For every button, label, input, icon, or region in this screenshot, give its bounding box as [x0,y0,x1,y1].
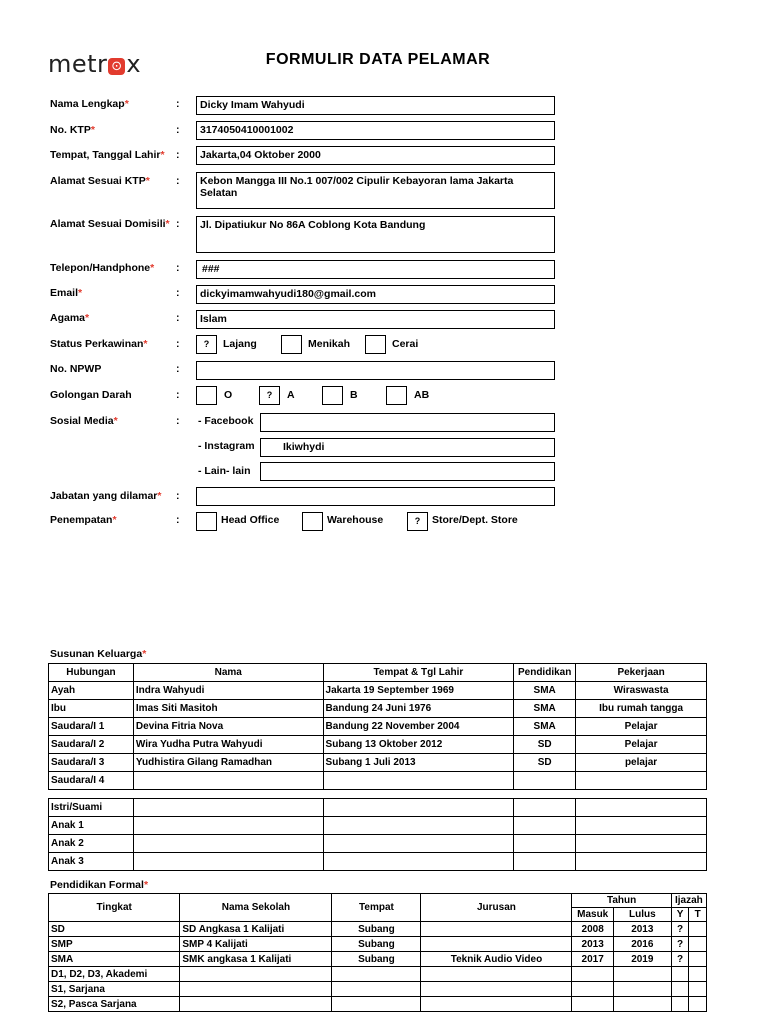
status-cerai-checkbox[interactable] [365,335,386,354]
table-cell: Pelajar [576,718,707,736]
table-cell: SMA [49,952,180,967]
email-field[interactable]: dickyimamwahyudi180@gmail.com [196,285,555,304]
telepon-field[interactable]: ### [196,260,555,279]
table-cell: SMA [514,682,576,700]
colon: : [176,363,180,375]
table-cell [689,922,707,937]
table-cell [133,853,323,871]
table-cell: SMA [514,700,576,718]
nama-label: Nama Lengkap* [50,98,129,110]
table-row [49,718,707,736]
keluarga-table [48,663,707,790]
table-cell [572,982,613,997]
col-jurusan: Jurusan [421,894,572,922]
table-cell: Saudara/I 3 [49,754,134,772]
table-cell [671,982,689,997]
table-cell: 2016 [613,937,671,952]
table-cell: Ibu rumah tangga [576,700,707,718]
table-cell: 2013 [613,922,671,937]
table-cell [514,799,576,817]
table-cell: Anak 3 [49,853,134,871]
table-cell [133,835,323,853]
penempatan-label: Penempatan* [50,514,117,526]
status-lajang-label: Lajang [223,338,257,350]
colon: : [176,514,180,526]
col-tahun: Tahun [572,894,671,908]
table-cell: Yudhistira Gilang Ramadhan [133,754,323,772]
goldar-a-label: A [287,389,295,401]
page-title: FORMULIR DATA PELAMAR [265,51,491,68]
col-hubungan: Hubungan [49,664,134,682]
col-ijazah: Ijazah [671,894,706,908]
table-cell: SD Angkasa 1 Kalijati [180,922,332,937]
goldar-o-checkbox[interactable] [196,386,217,405]
table-row [49,937,707,952]
table-cell [421,982,572,997]
table-cell: SD [514,736,576,754]
table-cell: Saudara/I 2 [49,736,134,754]
table-cell: ? [671,922,689,937]
goldar-a-checkbox[interactable]: ? [259,386,280,405]
table-cell: Anak 2 [49,835,134,853]
table-cell [689,952,707,967]
col-lulus: Lulus [613,908,671,922]
table-cell: Subang [332,937,421,952]
table-cell [421,997,572,1012]
table-cell: Anak 1 [49,817,134,835]
facebook-field[interactable] [260,413,555,432]
table-cell [689,997,707,1012]
penempatan-head-office-label: Head Office [221,514,280,526]
lain-lain-label: - Lain- lain [198,465,251,477]
table-cell: Subang [332,922,421,937]
table-cell: Imas Siti Masitoh [133,700,323,718]
table-cell [332,967,421,982]
table-row [49,736,707,754]
colon: : [176,287,180,299]
col-tingkat: Tingkat [49,894,180,922]
table-row [49,682,707,700]
table-cell [332,997,421,1012]
table-row [49,772,707,790]
colon: : [176,218,180,230]
table-cell [514,772,576,790]
goldar-b-label: B [350,389,358,401]
status-lajang-checkbox[interactable]: ? [196,335,217,354]
col-tempat: Tempat [332,894,421,922]
table-cell: 2019 [613,952,671,967]
col-t: T [689,908,707,922]
table-cell [689,937,707,952]
table-cell [133,799,323,817]
table-cell: D1, D2, D3, Akademi [49,967,180,982]
table-cell [421,967,572,982]
alamat-ktp-field[interactable]: Kebon Mangga III No.1 007/002 Cipulir Kebayoran lama Jakarta Selatan [196,172,555,209]
table-row [49,997,707,1012]
pendidikan-formal-title: Pendidikan Formal* [50,879,149,891]
table-row [49,817,707,835]
agama-field[interactable]: Islam [196,310,555,329]
table-cell: Subang [332,952,421,967]
penempatan-warehouse-checkbox[interactable] [302,512,323,531]
status-menikah-checkbox[interactable] [281,335,302,354]
table-cell: SMA [514,718,576,736]
table-cell [576,817,707,835]
table-cell: Bandung 22 November 2004 [323,718,514,736]
penempatan-store-label: Store/Dept. Store [432,514,518,526]
lain-lain-field[interactable] [260,462,555,481]
table-cell: SMP 4 Kalijati [180,937,332,952]
table-row [49,754,707,772]
table-cell: SMP [49,937,180,952]
agama-label: Agama* [50,312,90,324]
table-row [49,700,707,718]
table-cell [332,982,421,997]
table-cell [133,817,323,835]
goldar-ab-checkbox[interactable] [386,386,407,405]
table-cell [323,835,514,853]
table-cell: Bandung 24 Juni 1976 [323,700,514,718]
logo-mark-icon: ⊙ [108,58,125,75]
ttl-label: Tempat, Tanggal Lahir* [50,149,165,161]
table-row [49,799,707,817]
table-cell [323,817,514,835]
table-cell [572,967,613,982]
colon: : [176,415,180,427]
table-cell [671,967,689,982]
table-cell: Ayah [49,682,134,700]
golongan-darah-label: Golongan Darah [50,389,132,401]
table-cell: S2, Pasca Sarjana [49,997,180,1012]
colon: : [176,98,180,110]
colon: : [176,490,180,502]
table-cell: Ibu [49,700,134,718]
status-cerai-label: Cerai [392,338,419,350]
table-cell: pelajar [576,754,707,772]
colon: : [176,124,180,136]
penempatan-warehouse-label: Warehouse [327,514,384,526]
pendidikan-table [48,893,707,1012]
col-masuk: Masuk [572,908,613,922]
table-cell: 2017 [572,952,613,967]
table-cell: Subang 13 Oktober 2012 [323,736,514,754]
table-row [49,922,707,937]
col-nama-sekolah: Nama Sekolah [180,894,332,922]
table-cell: Wiraswasta [576,682,707,700]
col-y: Y [671,908,689,922]
table-cell [572,997,613,1012]
table-cell: Saudara/I 4 [49,772,134,790]
table-row [49,967,707,982]
status-label: Status Perkawinan* [50,338,148,350]
jabatan-field[interactable] [196,487,555,506]
table-cell [133,772,323,790]
instagram-field[interactable]: Ikiwhydi [260,438,555,457]
table-cell [576,799,707,817]
table-cell: Pelajar [576,736,707,754]
colon: : [176,262,180,274]
col-nama: Nama [133,664,323,682]
table-cell [671,997,689,1012]
colon: : [176,338,180,350]
table-cell: Teknik Audio Video [421,952,572,967]
table-cell: Subang 1 Juli 2013 [323,754,514,772]
npwp-field[interactable] [196,361,555,380]
table-cell: SD [49,922,180,937]
table-cell [514,835,576,853]
table-cell [514,817,576,835]
table-cell [180,997,332,1012]
ktp-field[interactable]: 3174050410001002 [196,121,555,140]
table-cell: Indra Wahyudi [133,682,323,700]
colon: : [176,389,180,401]
table-cell [613,967,671,982]
table-cell: Devina Fitria Nova [133,718,323,736]
table-cell [689,967,707,982]
table-cell [613,997,671,1012]
email-label: Email* [50,287,83,299]
table-cell: SD [514,754,576,772]
metrox-logo: metr ⊙ x [48,50,142,78]
table-cell [689,982,707,997]
table-cell: 2013 [572,937,613,952]
table-cell [514,853,576,871]
table-cell: 2008 [572,922,613,937]
table-row [49,982,707,997]
jabatan-label: Jabatan yang dilamar* [50,490,162,502]
facebook-label: - Facebook [198,415,254,427]
goldar-ab-label: AB [414,389,430,401]
col-pekerjaan: Pekerjaan [576,664,707,682]
keluarga-table-2 [48,798,707,871]
table-cell [323,853,514,871]
nama-field[interactable]: Dicky Imam Wahyudi [196,96,555,115]
penempatan-store-checkbox[interactable]: ? [407,512,428,531]
table-cell: ? [671,937,689,952]
goldar-b-checkbox[interactable] [322,386,343,405]
table-cell [421,922,572,937]
table-cell: Jakarta 19 September 1969 [323,682,514,700]
table-cell [180,967,332,982]
col-tempat-tgl-lahir: Tempat & Tgl Lahir [323,664,514,682]
alamat-domisili-field[interactable]: Jl. Dipatiukur No 86A Coblong Kota Bandung [196,216,555,253]
table-cell: Istri/Suami [49,799,134,817]
table-cell [613,982,671,997]
table-row [49,835,707,853]
table-row [49,952,707,967]
table-cell: Wira Yudha Putra Wahyudi [133,736,323,754]
col-pendidikan: Pendidikan [514,664,576,682]
table-cell [576,772,707,790]
goldar-o-label: O [224,389,233,401]
table-cell: Saudara/I 1 [49,718,134,736]
susunan-keluarga-title: Susunan Keluarga* [50,648,147,660]
table-cell [180,982,332,997]
table-cell [576,853,707,871]
alamat-domisili-label: Alamat Sesuai Domisili* [50,218,170,230]
status-menikah-label: Menikah [308,338,351,350]
alamat-ktp-label: Alamat Sesuai KTP* [50,175,150,187]
table-cell: SMK angkasa 1 Kalijati [180,952,332,967]
table-cell: ? [671,952,689,967]
ktp-label: No. KTP* [50,124,95,136]
colon: : [176,149,180,161]
table-cell [421,937,572,952]
table-cell: S1, Sarjana [49,982,180,997]
instagram-label: - Instagram [198,440,255,452]
table-cell [323,799,514,817]
table-cell [323,772,514,790]
penempatan-head-office-checkbox[interactable] [196,512,217,531]
sosial-media-label: Sosial Media* [50,415,118,427]
colon: : [176,312,180,324]
npwp-label: No. NPWP [50,363,102,375]
table-cell [576,835,707,853]
colon: : [176,175,180,187]
table-row [49,853,707,871]
telepon-label: Telepon/Handphone* [50,262,155,274]
ttl-field[interactable]: Jakarta,04 Oktober 2000 [196,146,555,165]
